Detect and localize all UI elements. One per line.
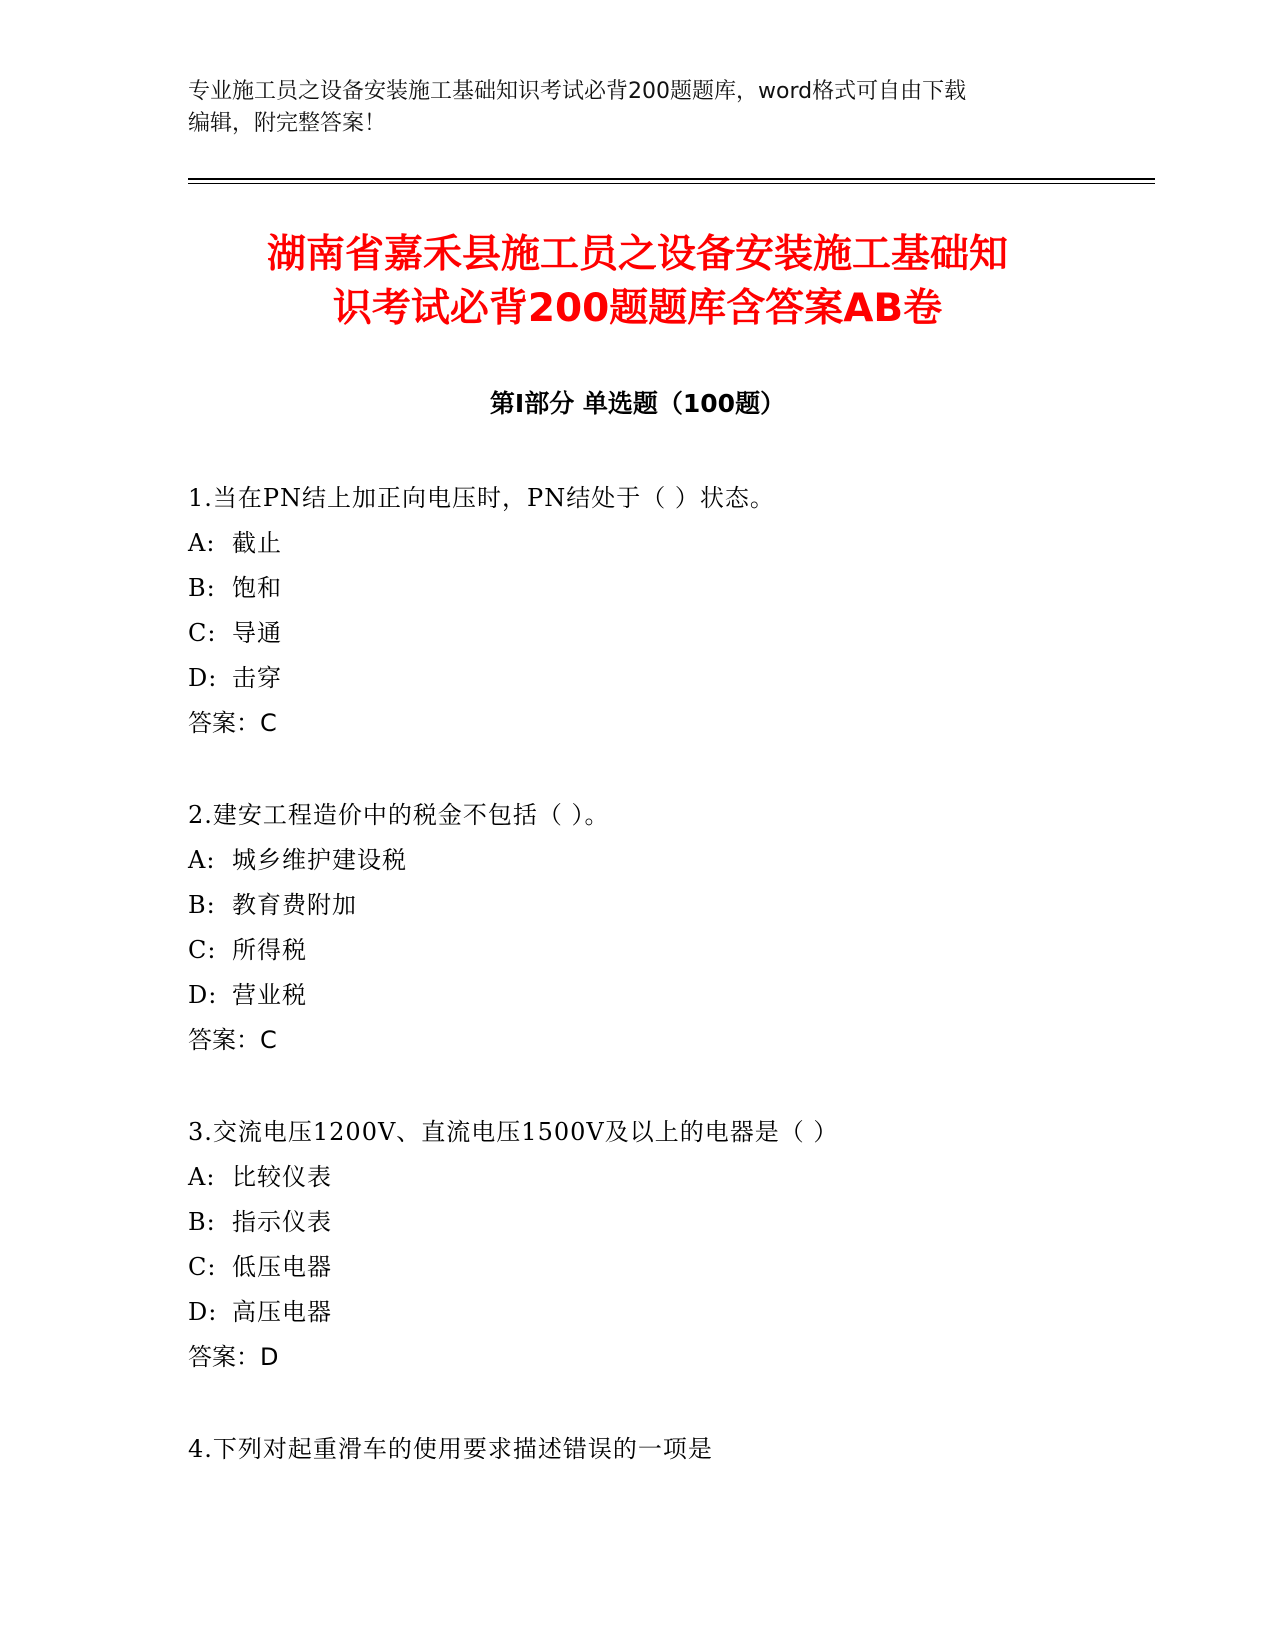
option-key: C: bbox=[188, 619, 217, 647]
section-heading: 第Ⅰ部分 单选题（100题） bbox=[489, 389, 786, 418]
option-d bbox=[188, 656, 1148, 701]
header-note-line2: 编辑，附完整答案！ bbox=[188, 111, 387, 136]
header-divider-thin bbox=[188, 183, 1155, 184]
option-text: 导通 bbox=[232, 619, 282, 647]
option-a bbox=[188, 838, 1148, 883]
option-key: D: bbox=[188, 664, 218, 692]
document-title-line2: 识考试必背200题题库含答案AB卷 bbox=[332, 286, 943, 331]
header-divider-thick bbox=[188, 178, 1155, 180]
option-key: C: bbox=[188, 1253, 217, 1281]
question-stem: 4.下列对起重滑车的使用要求描述错误的一项是 bbox=[188, 1435, 713, 1463]
option-c bbox=[188, 928, 1148, 973]
option-key: B: bbox=[188, 891, 216, 919]
question-stem: 3.交流电压1200V、直流电压1500V及以上的电器是（ ） bbox=[188, 1118, 839, 1146]
option-text: 低压电器 bbox=[232, 1253, 332, 1281]
option-key: D: bbox=[188, 981, 218, 1009]
option-text: 教育费附加 bbox=[232, 891, 357, 919]
option-text: 比较仪表 bbox=[232, 1163, 332, 1191]
question-stem: 2.建安工程造价中的税金不包括（ ）。 bbox=[188, 801, 610, 829]
option-key: B: bbox=[188, 574, 216, 602]
option-text: 击穿 bbox=[232, 664, 282, 692]
document-title bbox=[150, 228, 1125, 336]
option-text: 指示仪表 bbox=[232, 1208, 332, 1236]
option-b bbox=[188, 1200, 1148, 1245]
option-key: C: bbox=[188, 936, 217, 964]
answer-line: 答案：C bbox=[188, 709, 277, 737]
option-a bbox=[188, 521, 1148, 566]
option-a bbox=[188, 1155, 1148, 1200]
answer-line: 答案：C bbox=[188, 1026, 277, 1054]
option-text: 营业税 bbox=[232, 981, 307, 1009]
option-key: D: bbox=[188, 1298, 218, 1326]
question-item bbox=[188, 1110, 1148, 1380]
option-text: 高压电器 bbox=[232, 1298, 332, 1326]
option-text: 所得税 bbox=[232, 936, 307, 964]
question-item bbox=[188, 476, 1148, 746]
option-text: 截止 bbox=[232, 529, 282, 557]
option-text: 饱和 bbox=[232, 574, 282, 602]
option-key: A: bbox=[188, 846, 216, 874]
option-text: 城乡维护建设税 bbox=[232, 846, 407, 874]
option-b bbox=[188, 883, 1148, 928]
question-item bbox=[188, 1427, 1148, 1472]
option-key: A: bbox=[188, 529, 216, 557]
question-stem: 1.当在PN结上加正向电压时，PN结处于（ ）状态。 bbox=[188, 484, 775, 512]
option-b bbox=[188, 566, 1148, 611]
option-c bbox=[188, 1245, 1148, 1290]
header-note bbox=[188, 76, 1088, 140]
header-note-line1: 专业施工员之设备安装施工基础知识考试必背200题题库，word格式可自由下载 bbox=[188, 79, 967, 104]
question-list bbox=[188, 476, 1148, 1519]
question-item bbox=[188, 793, 1148, 1063]
option-d bbox=[188, 1290, 1148, 1335]
option-c bbox=[188, 611, 1148, 656]
document-title-line1: 湖南省嘉禾县施工员之设备安装施工基础知 bbox=[266, 232, 1008, 277]
answer-line: 答案：D bbox=[188, 1343, 279, 1371]
option-key: B: bbox=[188, 1208, 216, 1236]
option-d bbox=[188, 973, 1148, 1018]
option-key: A: bbox=[188, 1163, 216, 1191]
